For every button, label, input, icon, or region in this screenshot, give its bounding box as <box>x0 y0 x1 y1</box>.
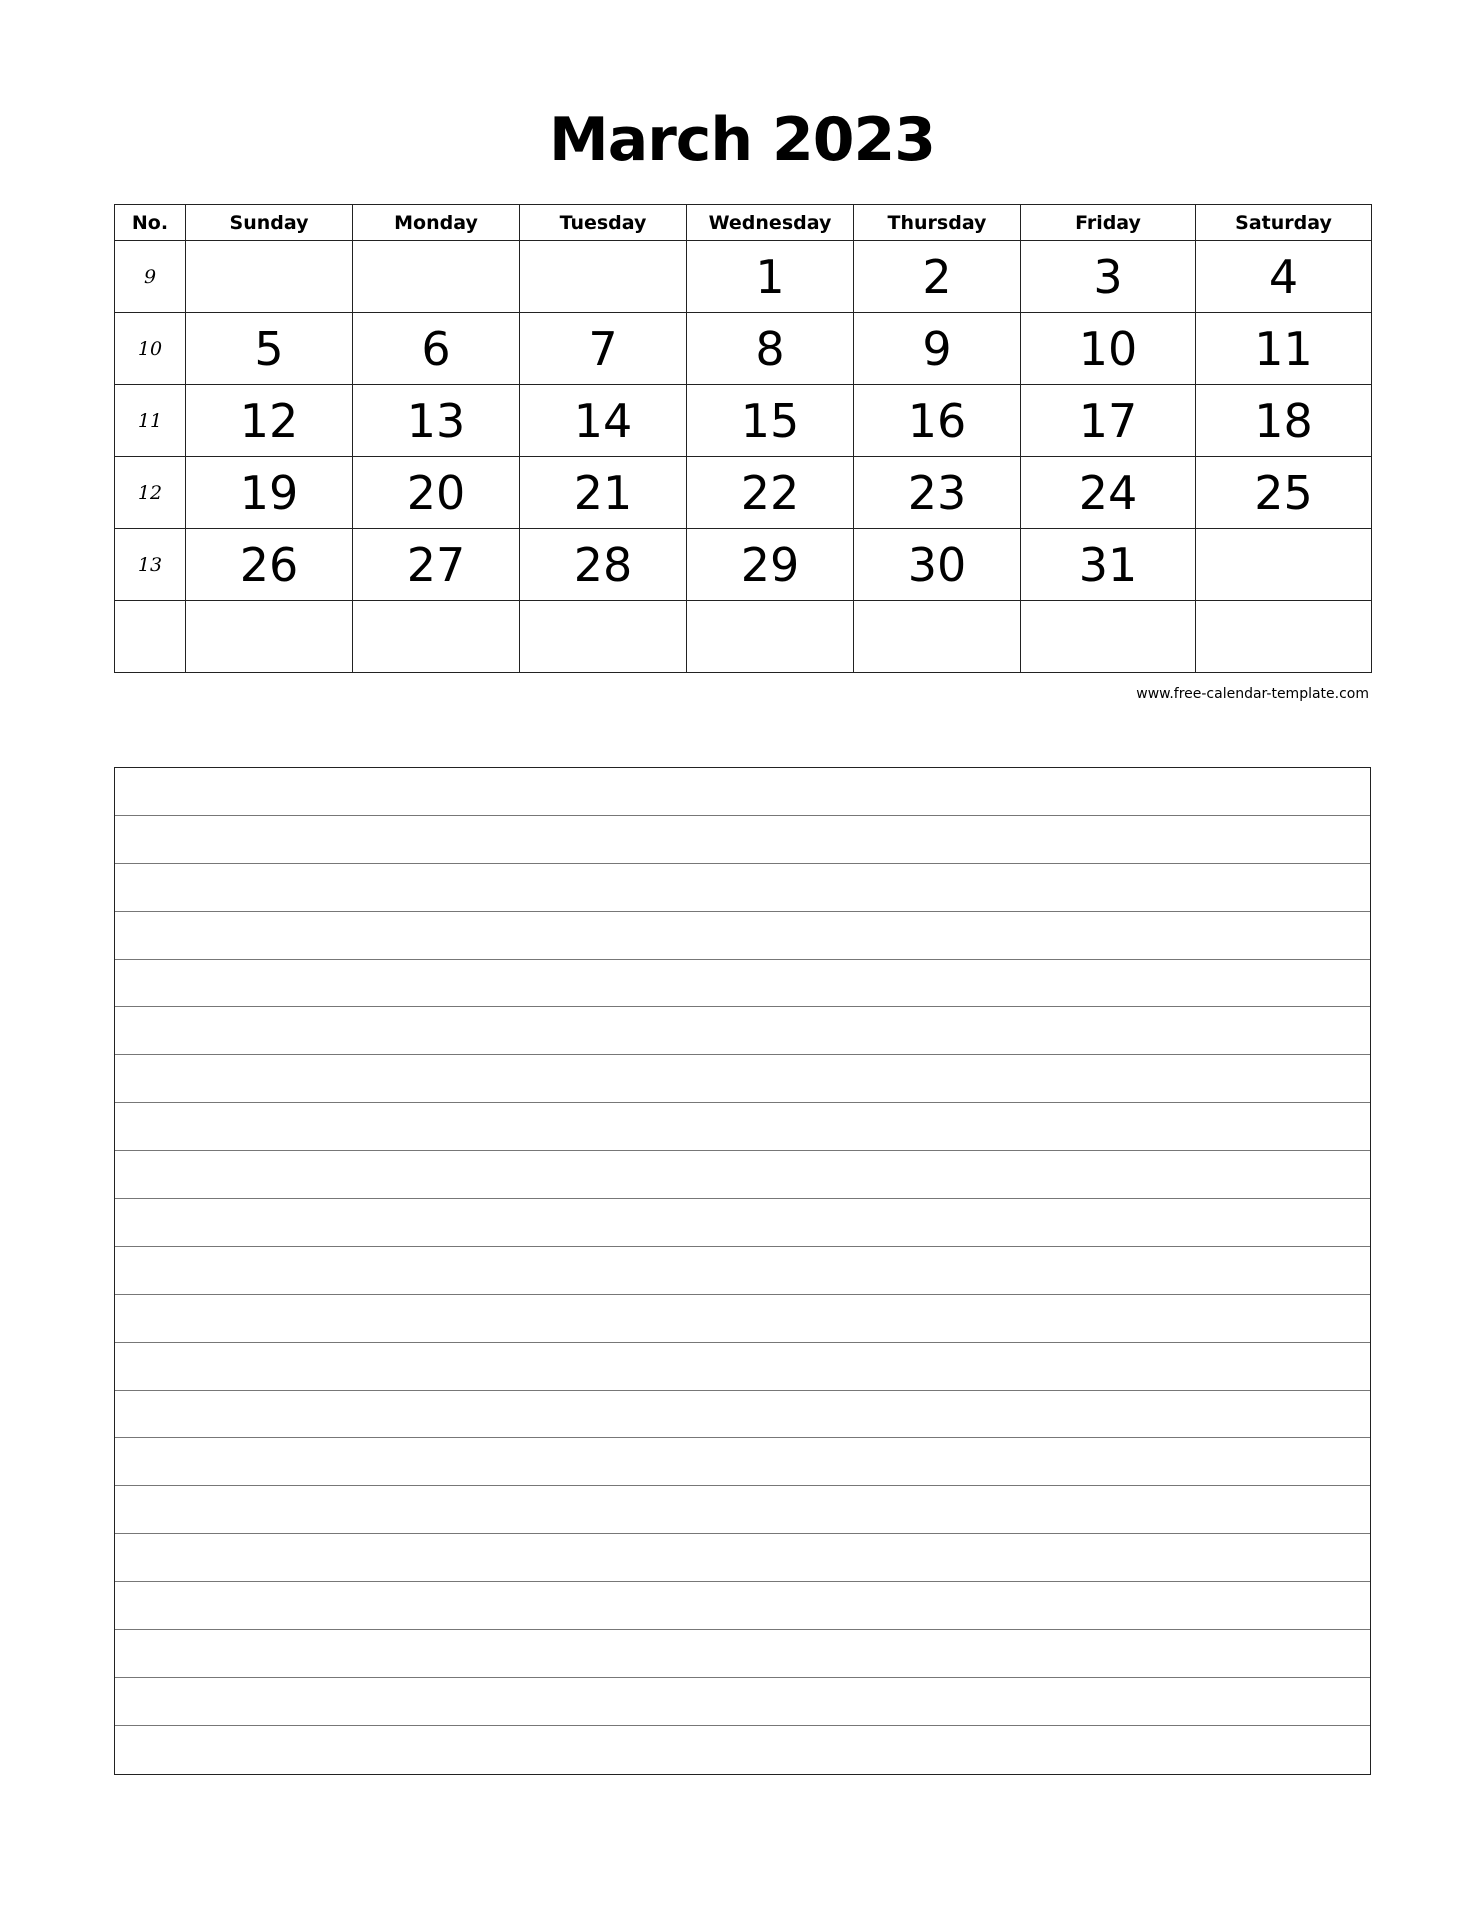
day-cell: 7 <box>520 313 687 385</box>
note-line <box>115 1438 1370 1486</box>
day-cell: 11 <box>1196 313 1372 385</box>
note-line <box>115 1582 1370 1630</box>
week-number: 13 <box>115 529 186 601</box>
week-row <box>115 385 1372 457</box>
day-cell <box>854 601 1021 673</box>
note-line <box>115 1103 1370 1151</box>
week-row <box>115 529 1372 601</box>
note-line <box>115 1678 1370 1726</box>
day-cell: 13 <box>353 385 520 457</box>
week-number: 9 <box>115 241 186 313</box>
week-number <box>115 601 186 673</box>
day-cell <box>1196 601 1372 673</box>
note-line <box>115 1151 1370 1199</box>
note-line <box>115 1630 1370 1678</box>
week-row <box>115 241 1372 313</box>
day-cell <box>520 601 687 673</box>
week-number: 10 <box>115 313 186 385</box>
day-cell: 17 <box>1021 385 1196 457</box>
day-cell: 10 <box>1021 313 1196 385</box>
header-tuesday: Tuesday <box>520 205 687 241</box>
day-cell: 23 <box>854 457 1021 529</box>
day-cell: 14 <box>520 385 687 457</box>
day-cell: 21 <box>520 457 687 529</box>
week-row <box>115 313 1372 385</box>
week-number: 12 <box>115 457 186 529</box>
day-cell: 27 <box>353 529 520 601</box>
note-line <box>115 1486 1370 1534</box>
website-credit: www.free-calendar-template.com <box>1136 686 1369 702</box>
day-cell <box>353 241 520 313</box>
notes-area <box>114 767 1371 1775</box>
note-line <box>115 816 1370 864</box>
week-row <box>115 457 1372 529</box>
day-cell: 25 <box>1196 457 1372 529</box>
day-cell: 3 <box>1021 241 1196 313</box>
header-week-number: No. <box>115 205 186 241</box>
note-line <box>115 1295 1370 1343</box>
day-cell: 18 <box>1196 385 1372 457</box>
header-saturday: Saturday <box>1196 205 1372 241</box>
note-line <box>115 1534 1370 1582</box>
header-monday: Monday <box>353 205 520 241</box>
header-thursday: Thursday <box>854 205 1021 241</box>
calendar-title: March 2023 <box>549 105 935 175</box>
note-line <box>115 1343 1370 1391</box>
note-line <box>115 864 1370 912</box>
day-cell: 26 <box>186 529 353 601</box>
day-cell <box>687 601 854 673</box>
day-cell: 30 <box>854 529 1021 601</box>
week-number: 11 <box>115 385 186 457</box>
day-cell: 8 <box>687 313 854 385</box>
day-cell: 2 <box>854 241 1021 313</box>
note-line <box>115 960 1370 1008</box>
calendar-grid <box>114 204 1372 673</box>
note-line <box>115 1199 1370 1247</box>
day-cell <box>353 601 520 673</box>
day-cell <box>186 601 353 673</box>
day-cell <box>1196 529 1372 601</box>
day-cell: 29 <box>687 529 854 601</box>
note-line <box>115 768 1370 816</box>
header-row <box>115 205 1372 241</box>
day-cell: 6 <box>353 313 520 385</box>
note-line <box>115 1391 1370 1439</box>
week-row <box>115 601 1372 673</box>
day-cell: 15 <box>687 385 854 457</box>
day-cell: 1 <box>687 241 854 313</box>
day-cell: 12 <box>186 385 353 457</box>
day-cell: 24 <box>1021 457 1196 529</box>
note-line <box>115 1726 1370 1773</box>
day-cell: 22 <box>687 457 854 529</box>
day-cell: 9 <box>854 313 1021 385</box>
day-cell: 5 <box>186 313 353 385</box>
day-cell: 28 <box>520 529 687 601</box>
day-cell: 20 <box>353 457 520 529</box>
note-line <box>115 1247 1370 1295</box>
note-line <box>115 912 1370 960</box>
header-wednesday: Wednesday <box>687 205 854 241</box>
day-cell <box>520 241 687 313</box>
day-cell <box>1021 601 1196 673</box>
header-friday: Friday <box>1021 205 1196 241</box>
note-line <box>115 1055 1370 1103</box>
note-line <box>115 1007 1370 1055</box>
day-cell: 16 <box>854 385 1021 457</box>
day-cell: 19 <box>186 457 353 529</box>
day-cell: 4 <box>1196 241 1372 313</box>
header-sunday: Sunday <box>186 205 353 241</box>
day-cell: 31 <box>1021 529 1196 601</box>
day-cell <box>186 241 353 313</box>
